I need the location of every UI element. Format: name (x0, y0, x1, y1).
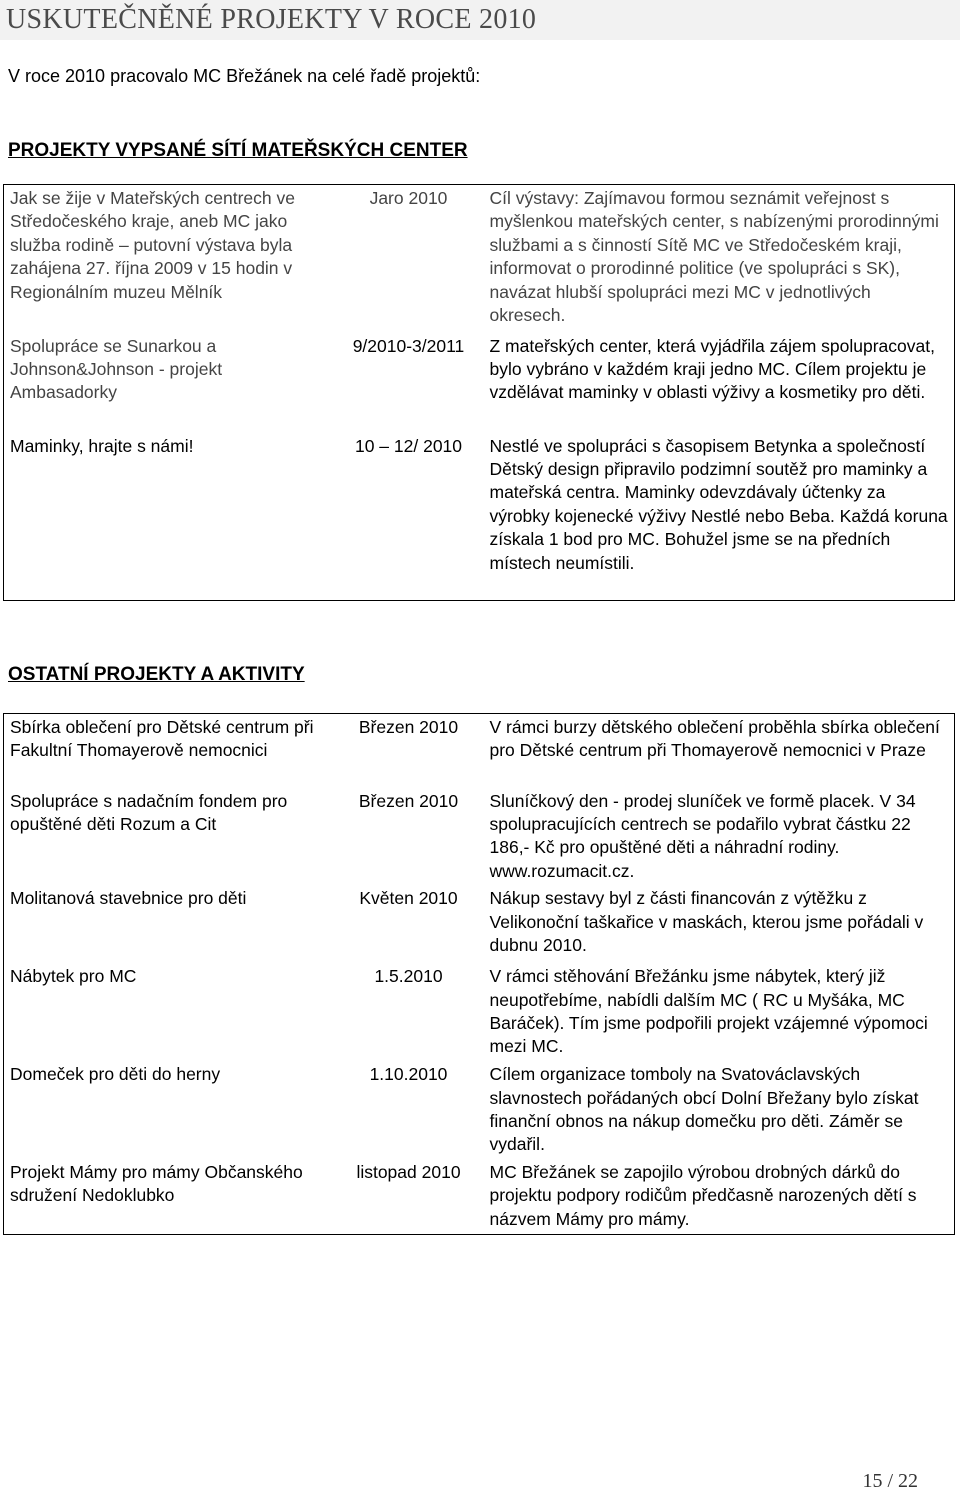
project-name: Spolupráce s nadačním fondem pro opuštěné děti Rozum a Cit (10, 790, 288, 834)
table-row (4, 333, 955, 433)
project-date: Jaro 2010 (369, 188, 448, 208)
project-name: Spolupráce se Sunarkou a Johnson&Johnson - projekt Ambasadorky (10, 335, 223, 403)
project-description: Cílem organizace tomboly na Svatováclavských slavnostech pořádaných obcí Dolní Břežany bylo získat finanční obnos na nákup domečku pro děti. Záměr se vydařil. (489, 1064, 919, 1155)
project-name: Nábytek pro MC (10, 966, 137, 987)
project-date: 1.10.2010 (369, 1064, 448, 1085)
project-description: Cíl výstavy: Zajímavou formou seznámit veřejnost s myšlenkou mateřských center, s nabízenými prorodinnými službami a s činností Sítě MC ve Středočeském kraji, informovat o prorodinné politice (ve spolupráci s SK), navázat hlubší spolupráci mezi MC v jednotlivých okresech. (489, 188, 939, 326)
project-date: 1.5.2010 (374, 966, 443, 987)
network-projects-table (3, 184, 955, 601)
project-date: 9/2010-3/2011 (352, 335, 465, 356)
page-number: 15 / 22 (862, 1470, 918, 1492)
other-projects-table (3, 713, 955, 1235)
project-description: V rámci stěhování Břežánku jsme nábytek, který již neupotřebíme, nabídli dalším MC ( RC u Myšáka, MC Baráček). Tím jsme podpořili projekt vzájemné výpomoci mezi MC. (489, 966, 928, 1057)
project-name: Jak se žije v Mateřských centrech ve Středočeského kraje, aneb MC jako služba rodině – putovní výstava byla zahájena 27. října 2009 v 15 hodin v Regionálním muzeu Mělník (10, 188, 295, 302)
section-heading-other-projects: OSTATNÍ PROJEKTY A AKTIVITY (8, 664, 305, 685)
table-row (4, 885, 955, 963)
table-row (4, 433, 955, 601)
project-date: Březen 2010 (358, 790, 459, 811)
page-title: USKUTEČNĚNÉ PROJEKTY V ROCE 2010 (0, 0, 960, 40)
project-description: MC Břežánek se zapojilo výrobou drobných dárků do projektu podpory rodičům předčasně narozených dětí s názvem Mámy pro mámy. (489, 1161, 917, 1229)
section-heading-network-projects: PROJEKTY VYPSANÉ SÍTÍ MATEŘSKÝCH CENTER (8, 140, 468, 161)
project-description: Nákup sestavy byl z části financován z výtěžku z Velikonoční taškařice v maskách, kterou jsme pořádali v dubnu 2010. (489, 888, 924, 955)
table-row (4, 714, 955, 788)
project-description: Sluníčkový den - prodej sluníček ve formě placek. V 34 spolupracujících centrech se podařilo vybrat částku 22 186,- Kč pro opuštěné děti a náhradní rodiny. www.rozumacit.cz. (489, 790, 916, 881)
intro-text: V roce 2010 pracovalo MC Břežánek na celé řadě projektů: (8, 66, 481, 86)
project-date: 10 – 12/ 2010 (354, 435, 463, 456)
project-name: Domeček pro děti do herny (10, 1064, 221, 1085)
project-date: Květen 2010 (359, 888, 458, 909)
project-description: Z mateřských center, která vyjádřila zájem spolupracovat, bylo vybráno v každém kraji jedno MC. Cílem projektu je vzdělávat maminky v oblasti výživy a kosmetiky pro děti. (489, 335, 935, 403)
table-row (4, 963, 955, 1061)
table-row (4, 1159, 955, 1235)
project-name: Projekt Mámy pro mámy Občanského sdružení Nedoklubko (10, 1161, 303, 1206)
project-date: listopad 2010 (356, 1161, 461, 1182)
project-name: Maminky, hrajte s námi! (10, 435, 194, 456)
project-description: V rámci burzy dětského oblečení proběhla sbírka oblečení pro Dětské centrum při Thomayerově nemocnici v Praze (489, 717, 940, 761)
project-name: Sbírka oblečení pro Dětské centrum při Fakultní Thomayerově nemocnici (10, 717, 314, 761)
table-row (4, 788, 955, 886)
table-row (4, 1061, 955, 1159)
project-name: Molitanová stavebnice pro děti (10, 888, 247, 909)
project-date: Březen 2010 (358, 717, 459, 737)
project-description: Nestlé ve spolupráci s časopisem Betynka a společností Dětský design připravilo podzimní soutěž pro maminky a mateřská centra. Maminky odevzdávaly účtenky za výrobky kojenecké výživy Nestlé nebo Beba. Každá koruna získala 1 bod pro MC. Bohužel jsme se na předních místech neumístili. (489, 435, 948, 573)
table-row (4, 185, 955, 333)
